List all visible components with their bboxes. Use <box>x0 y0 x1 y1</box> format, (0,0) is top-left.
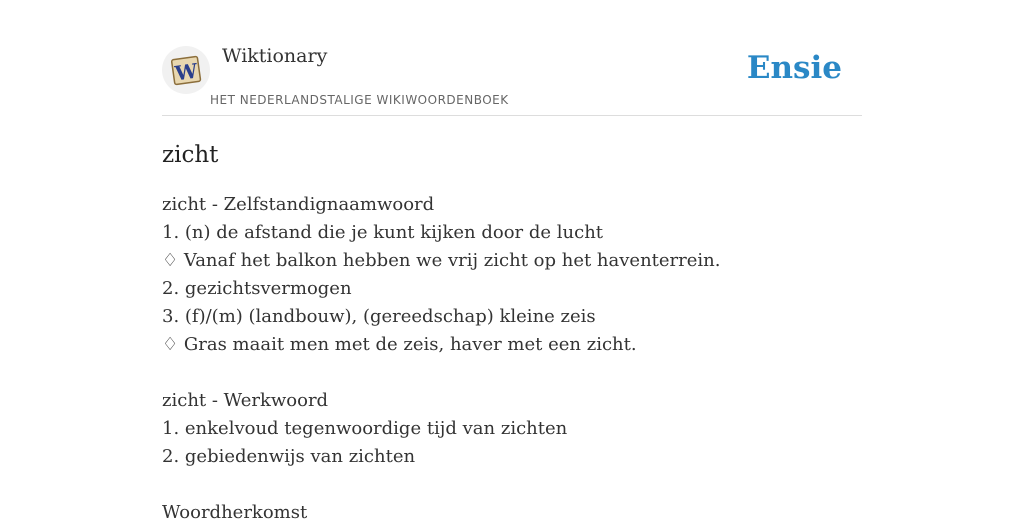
entry-heading: zicht - Zelfstandignaamwoord <box>162 194 435 215</box>
definition-line: 1. enkelvoud tegenwoordige tijd van zichten <box>162 418 568 439</box>
example-line: ♢ Gras maait men met de zeis, haver met een zicht. <box>162 334 637 355</box>
section-spacer <box>162 359 862 387</box>
definition-line: 2. gezichtsvermogen <box>162 278 352 299</box>
page <box>162 0 862 527</box>
section-heading-etymology: Woordherkomst <box>162 502 308 523</box>
page-title: zicht <box>162 142 219 168</box>
definition-line: 2. gebiedenwijs van zichten <box>162 446 416 467</box>
wiktionary-tile-icon <box>168 52 204 88</box>
definition-content <box>162 191 862 527</box>
svg-text:W: W <box>173 58 200 86</box>
entry-heading: zicht - Werkwoord <box>162 390 329 411</box>
site-header <box>162 0 862 116</box>
definition-line: 3. (f)/(m) (landbouw), (gereedschap) kleine zeis <box>162 306 596 327</box>
ensie-brand-link[interactable]: Ensie <box>746 50 842 86</box>
site-tagline: HET NEDERLANDSTALIGE WIKIWOORDENBOEK <box>210 93 509 107</box>
site-name[interactable]: Wiktionary <box>222 45 328 67</box>
section-spacer <box>162 471 862 499</box>
example-line: ♢ Vanaf het balkon hebben we vrij zicht op het haventerrein. <box>162 250 721 271</box>
definition-line: 1. (n) de afstand die je kunt kijken door de lucht <box>162 222 604 243</box>
wiktionary-logo-icon[interactable] <box>162 46 210 94</box>
